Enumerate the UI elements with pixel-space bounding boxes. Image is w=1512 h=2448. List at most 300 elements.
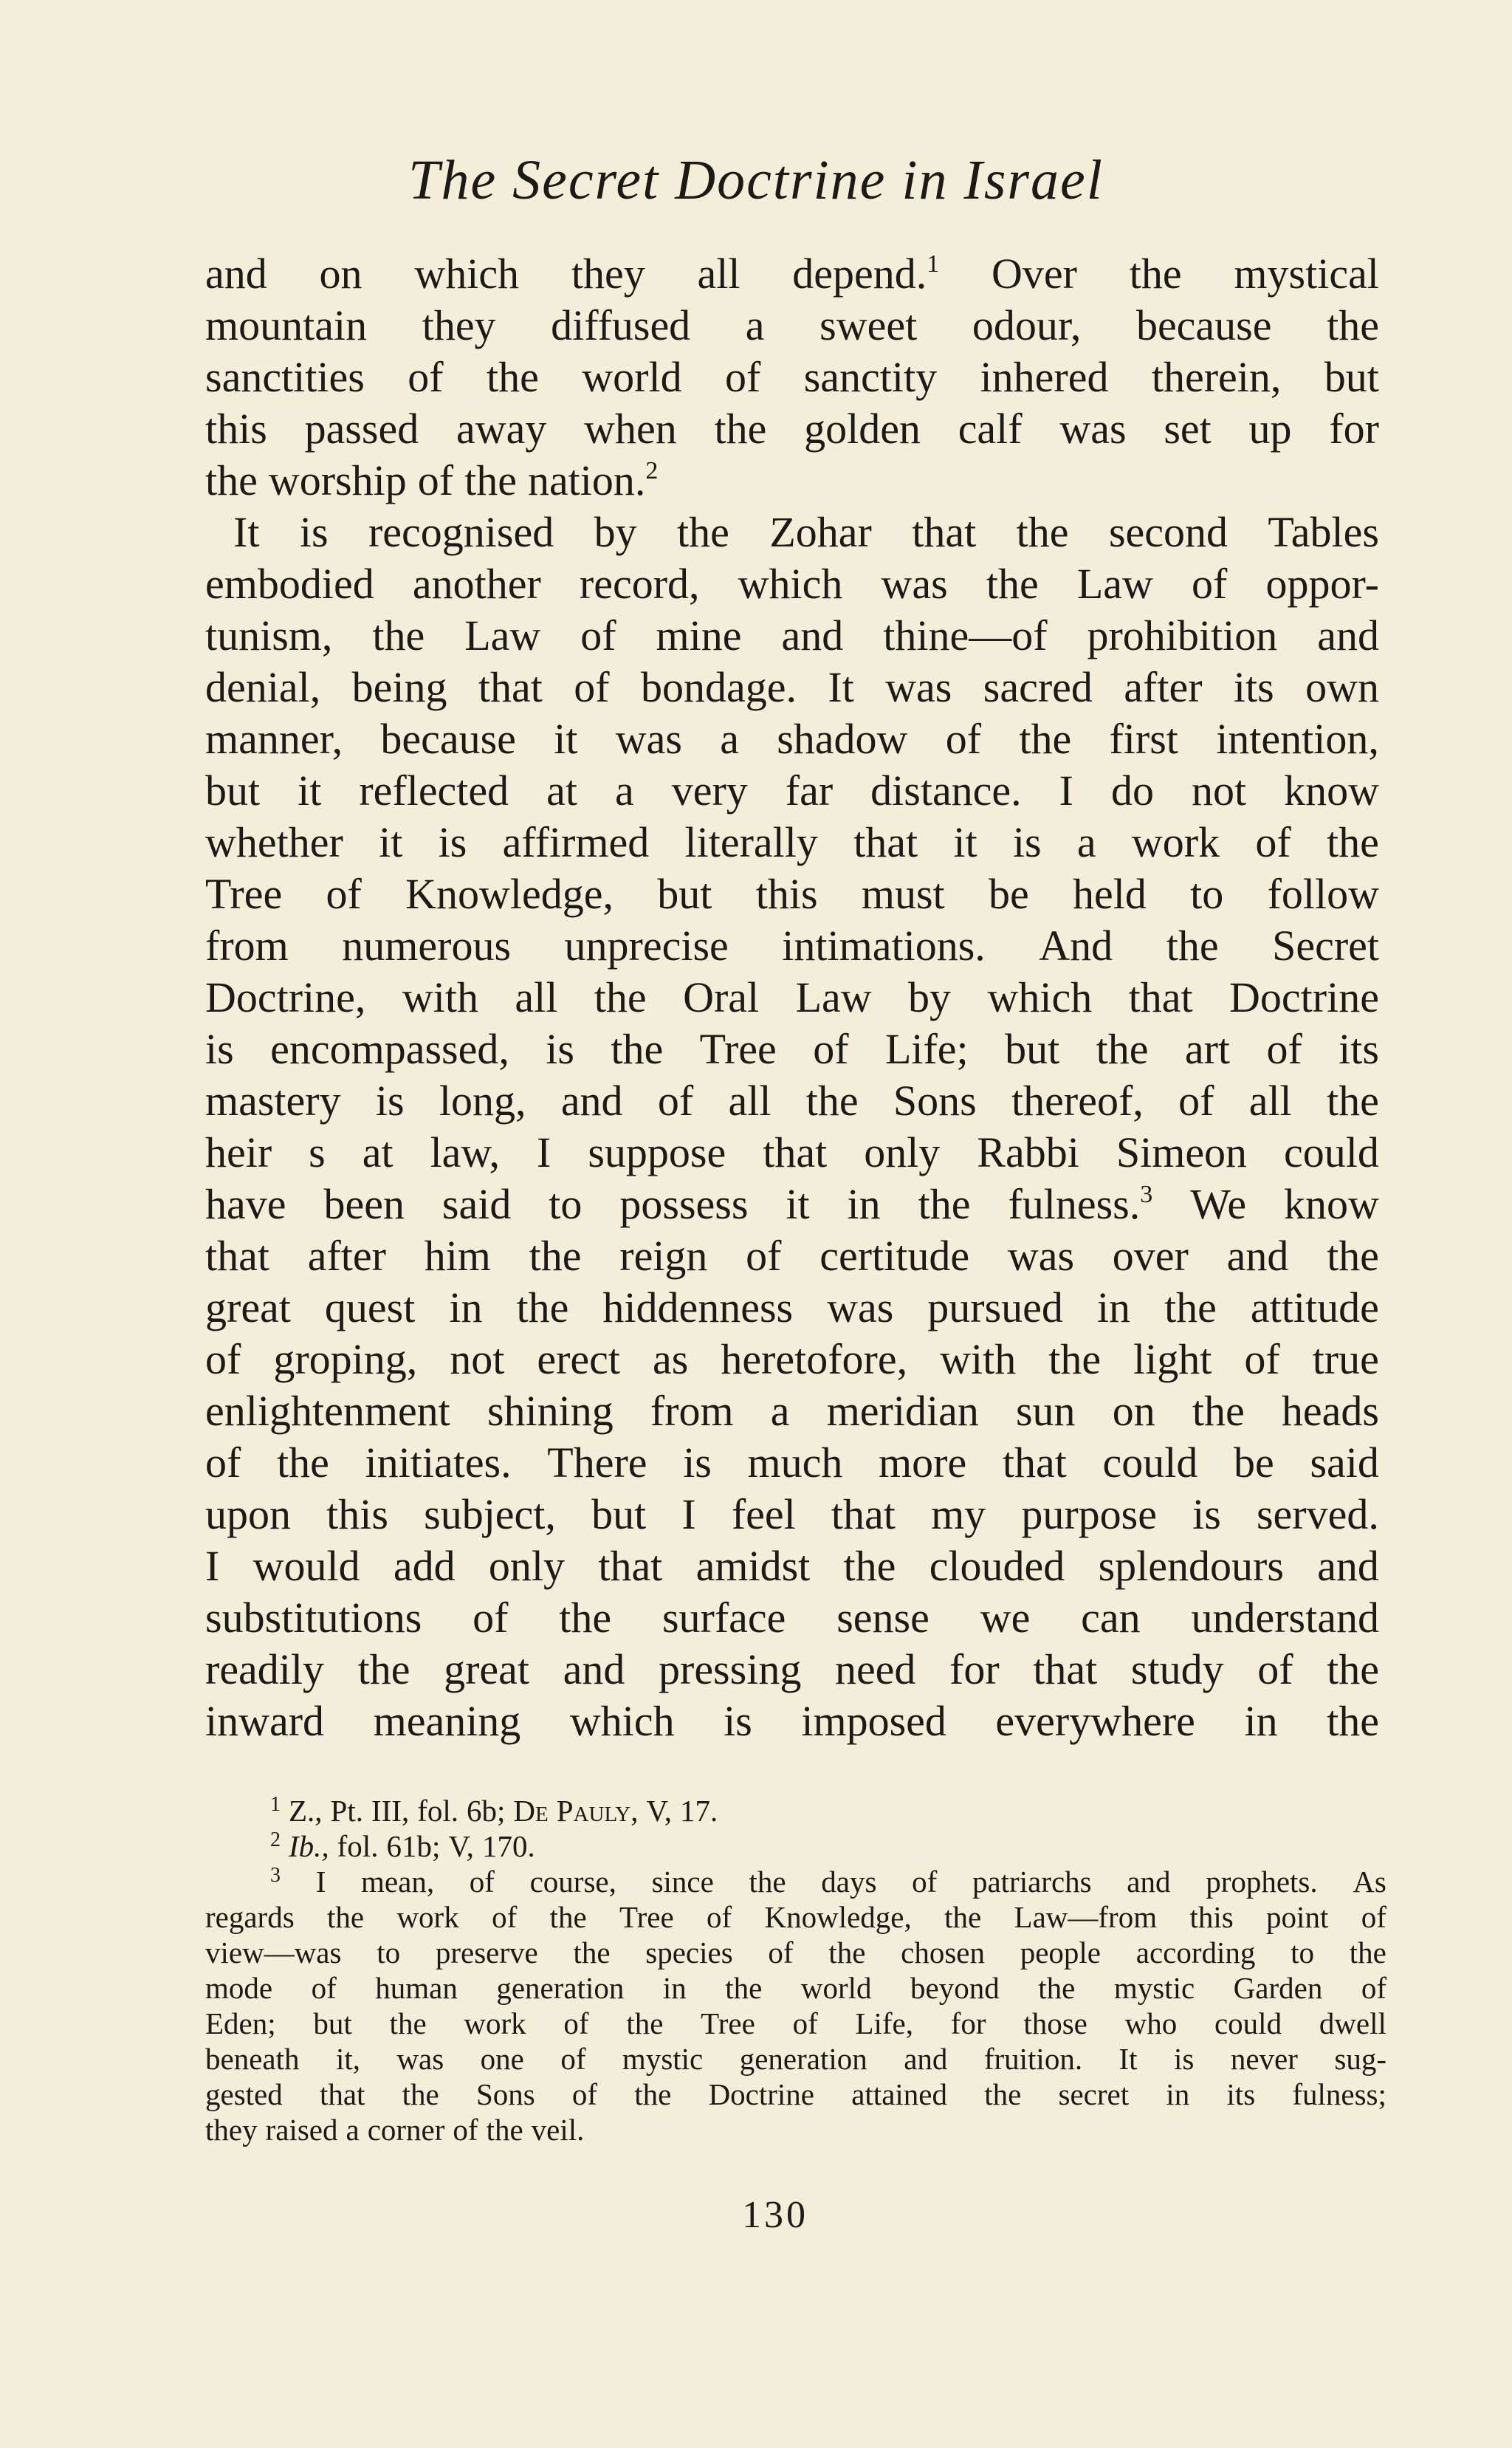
word: another <box>412 560 541 608</box>
word: Ib., <box>289 1829 329 1863</box>
word: the <box>626 2006 664 2040</box>
word: enlightenment <box>205 1387 450 1435</box>
word: in <box>1244 1697 1278 1745</box>
word: De <box>513 1794 549 1828</box>
text-line <box>205 1179 1379 1230</box>
word: not <box>1191 767 1247 815</box>
text-line <box>205 610 1379 662</box>
word: secret <box>1058 2077 1130 2111</box>
word: world <box>582 353 682 401</box>
word: veil. <box>531 2113 585 2147</box>
word: thine—of <box>883 611 1048 659</box>
word: own <box>1305 663 1379 711</box>
word: is <box>1174 2042 1195 2076</box>
text-line <box>205 403 1379 455</box>
word: that <box>319 2077 365 2111</box>
word: the <box>725 1971 763 2005</box>
word: possess <box>619 1180 749 1228</box>
word: which <box>569 1697 675 1745</box>
word: my <box>931 1490 986 1538</box>
word: Z., <box>289 1794 323 1828</box>
text-line <box>205 1592 1379 1644</box>
word: of <box>580 611 616 659</box>
word: mean, <box>361 1865 435 1899</box>
word: of <box>574 663 610 711</box>
word: is <box>724 1697 752 1745</box>
word: oppor- <box>1265 560 1379 608</box>
word: heir <box>205 1128 272 1176</box>
word: Garden <box>1233 1971 1323 2005</box>
word: of <box>1178 1077 1214 1125</box>
footnote-line <box>205 1864 1386 1899</box>
word: heads <box>1281 1387 1379 1435</box>
word: fulness; <box>1292 2077 1386 2111</box>
word: the <box>1349 1936 1386 1969</box>
word: was <box>885 663 952 711</box>
word: which <box>414 250 520 298</box>
word: fulness.$^3$ <box>1008 1180 1153 1228</box>
word: the <box>677 508 729 556</box>
word: work <box>1131 818 1220 866</box>
word: of <box>311 1971 337 2005</box>
word: because <box>1135 301 1272 349</box>
word: 1 <box>270 1793 281 1816</box>
word: said <box>1310 1439 1379 1487</box>
word: this <box>1189 1900 1234 1934</box>
word: and <box>205 250 267 298</box>
word: the <box>486 2113 523 2147</box>
word: the <box>1019 715 1072 763</box>
word: thereof, <box>1011 1077 1144 1125</box>
word: a <box>770 1387 790 1435</box>
word: to <box>549 1180 583 1228</box>
word: Knowledge, <box>764 1900 912 1934</box>
word: of <box>453 2113 478 2147</box>
word: of <box>469 1865 495 1899</box>
word: upon <box>205 1490 291 1538</box>
word: more <box>879 1439 967 1487</box>
word: that <box>912 508 977 556</box>
word: pursued <box>927 1283 1063 1331</box>
word: it <box>379 818 403 866</box>
word: the <box>1327 301 1379 349</box>
word: this <box>755 870 818 918</box>
word: and <box>1226 1232 1289 1280</box>
word: therein, <box>1151 353 1282 401</box>
word: served. <box>1256 1490 1379 1538</box>
word: reign <box>619 1232 708 1280</box>
word: dwell <box>1319 2006 1386 2040</box>
word: initiates. <box>365 1439 512 1487</box>
word: Rabbi <box>977 1128 1079 1176</box>
word: certitude <box>819 1232 970 1280</box>
word: to <box>1190 870 1224 918</box>
word: they <box>422 301 496 349</box>
word: was <box>1059 405 1127 453</box>
word: sug- <box>1334 2042 1386 2076</box>
word: light <box>1133 1335 1212 1383</box>
word: set <box>1164 405 1212 453</box>
word: know <box>1284 1180 1379 1228</box>
footnote-line <box>205 1828 1386 1864</box>
word: on <box>1112 1387 1155 1435</box>
word: V, <box>646 1794 673 1828</box>
word: mystic <box>1113 1971 1195 2005</box>
word: fruition. <box>983 2042 1083 2076</box>
word: be <box>988 870 1029 918</box>
word: sacred <box>983 663 1093 711</box>
word: in <box>449 1283 483 1331</box>
word: Tree <box>701 2006 755 2040</box>
word: the <box>327 1900 365 1934</box>
word: the <box>276 1439 329 1487</box>
word: would <box>252 1542 360 1590</box>
word: Tree <box>699 1025 777 1073</box>
word: that <box>598 1542 663 1590</box>
word: Zohar <box>769 508 872 556</box>
word: to <box>1291 1936 1315 1969</box>
word: that <box>1033 1645 1098 1693</box>
footnote-line <box>205 1793 1386 1828</box>
word: is <box>205 1025 234 1073</box>
word: which <box>987 973 1093 1021</box>
word: point <box>1266 1900 1329 1934</box>
text-line <box>205 868 1379 920</box>
word: clouded <box>929 1542 1065 1590</box>
word: work <box>464 2006 526 2040</box>
word: the <box>828 1936 866 1969</box>
word: held <box>1072 870 1147 918</box>
word: that <box>205 1232 269 1280</box>
word: being <box>351 663 447 711</box>
word: can <box>1081 1594 1141 1642</box>
word: of <box>492 1900 518 1934</box>
word: of <box>945 715 982 763</box>
word: for <box>1329 405 1379 453</box>
word: from <box>650 1387 734 1435</box>
word: work <box>396 1900 459 1934</box>
word: fol. <box>417 1794 459 1828</box>
word: Simeon <box>1116 1128 1248 1176</box>
word: intention, <box>1216 715 1379 763</box>
text-line <box>205 1127 1379 1179</box>
word: but <box>657 870 712 918</box>
word: by <box>908 973 952 1021</box>
word: that <box>831 1490 896 1538</box>
word: 17. <box>680 1794 718 1828</box>
word: 6b; <box>467 1794 506 1828</box>
word: of <box>1244 1335 1280 1383</box>
word: Over <box>992 250 1077 298</box>
word: know <box>1284 767 1379 815</box>
word: quest <box>324 1283 416 1331</box>
text-line <box>205 248 1379 300</box>
text-line <box>205 558 1379 610</box>
word: Eden; <box>205 2006 276 2040</box>
word: of <box>746 1232 782 1280</box>
word: calf <box>958 405 1023 453</box>
word: of <box>408 353 444 401</box>
word: 170. <box>481 1829 535 1863</box>
word: beyond <box>910 1971 1000 2005</box>
word: meridian <box>826 1387 979 1435</box>
word: unprecise <box>564 922 729 970</box>
word: great <box>444 1645 530 1693</box>
word: of <box>792 2006 818 2040</box>
footnote-line <box>205 2006 1386 2041</box>
word: as <box>653 1335 689 1383</box>
word: long, <box>439 1077 526 1125</box>
word: all <box>728 1077 772 1125</box>
text-line <box>205 1230 1379 1282</box>
word: after <box>1124 663 1203 711</box>
word: Law <box>1076 560 1153 608</box>
word: record, <box>579 560 700 608</box>
word: everywhere <box>995 1697 1195 1745</box>
word: according <box>1135 1936 1256 1969</box>
word: nation.$^2$ <box>527 456 659 504</box>
word: the <box>1096 1025 1149 1073</box>
word: shadow <box>777 715 908 763</box>
word: since <box>651 1865 714 1899</box>
word: and <box>904 2042 948 2076</box>
word: V, <box>448 1829 474 1863</box>
word: Law—from <box>1014 1900 1158 1934</box>
word: of <box>472 1594 509 1642</box>
word: of <box>657 1077 694 1125</box>
word: the <box>918 1180 971 1228</box>
word: bondage. <box>640 663 797 711</box>
word: shining <box>487 1387 614 1435</box>
word: is <box>299 508 329 556</box>
word: him <box>424 1232 491 1280</box>
word: first <box>1109 715 1178 763</box>
word: and <box>563 1645 625 1693</box>
word: the <box>1326 1077 1379 1125</box>
text-line <box>205 1334 1379 1385</box>
text-line <box>205 765 1379 817</box>
word: of <box>1361 1900 1386 1934</box>
word: the <box>516 1283 569 1331</box>
word: to <box>377 1936 401 1969</box>
footnotes <box>205 1793 1386 2147</box>
word: the <box>464 456 517 504</box>
word: Secret <box>1272 922 1379 970</box>
word: is <box>438 818 467 866</box>
word: much <box>747 1439 843 1487</box>
word: of <box>1255 818 1291 866</box>
word: readily <box>205 1645 325 1693</box>
word: the <box>1327 1645 1379 1693</box>
word: Tree <box>619 1900 674 1934</box>
word: the <box>714 405 767 453</box>
word: of <box>560 2042 586 2076</box>
word: Doctrine, <box>205 973 366 1021</box>
word: must <box>861 870 945 918</box>
word: the <box>486 353 539 401</box>
word: mine <box>656 611 742 659</box>
word: depend.$^1$ <box>792 250 940 298</box>
word: sanctities <box>205 353 365 401</box>
word: that <box>1128 973 1193 1021</box>
body-text <box>205 248 1379 1747</box>
text-line <box>205 1489 1379 1540</box>
word: those <box>1023 2006 1087 2040</box>
word: is <box>375 1077 405 1125</box>
word: it <box>298 767 322 815</box>
word: We <box>1190 1180 1247 1228</box>
word: the <box>749 1865 786 1899</box>
word: inward <box>205 1697 325 1745</box>
word: was <box>396 2042 444 2076</box>
word: the <box>372 611 425 659</box>
word: the <box>529 1232 582 1280</box>
text-line <box>205 352 1379 403</box>
word: and <box>1317 611 1379 659</box>
word: species <box>645 1936 733 1969</box>
word: Pauly, <box>556 1794 639 1828</box>
word: Doctrine <box>708 2077 815 2111</box>
word: odour, <box>972 301 1082 349</box>
word: the <box>205 456 258 504</box>
word: the <box>986 560 1039 608</box>
word: corner <box>367 2113 445 2147</box>
word: the <box>1016 508 1069 556</box>
word: prohibition <box>1087 611 1278 659</box>
word: that <box>478 663 543 711</box>
word: I <box>681 1490 696 1538</box>
word: of <box>1361 1971 1386 2005</box>
footnote-line <box>205 1970 1386 2006</box>
word: mystic <box>622 2042 704 2076</box>
word: I <box>537 1128 551 1176</box>
word: tunism, <box>205 611 333 659</box>
word: of <box>813 1025 849 1073</box>
word: sun <box>1015 1387 1076 1435</box>
word: but <box>591 1490 647 1538</box>
word: and <box>560 1077 623 1125</box>
word: inhered <box>980 353 1109 401</box>
word: the <box>1327 1232 1379 1280</box>
word: they <box>571 250 645 298</box>
word: when <box>584 405 677 453</box>
word: 3 <box>270 1864 281 1887</box>
word: pressing <box>659 1645 802 1693</box>
word: feel <box>731 1490 796 1538</box>
text-line <box>205 455 1379 507</box>
word: because <box>380 715 516 763</box>
word: is <box>683 1439 712 1487</box>
word: view—was <box>205 1936 342 1969</box>
word: in <box>662 1971 687 2005</box>
word: from <box>205 922 289 970</box>
word: who <box>1124 2006 1178 2040</box>
word: in <box>847 1180 881 1228</box>
word: amidst <box>695 1542 811 1590</box>
word: suppose <box>588 1128 726 1176</box>
text-line <box>205 507 1379 558</box>
word: I <box>315 1865 326 1899</box>
word: erect <box>537 1335 621 1383</box>
word: we <box>980 1594 1031 1642</box>
word: by <box>594 508 637 556</box>
word: could <box>1214 2006 1282 2040</box>
word: generation <box>496 1971 625 2005</box>
word: the <box>984 2077 1022 2111</box>
word: understand <box>1191 1594 1379 1642</box>
word: mode <box>205 1971 273 2005</box>
text-line <box>205 713 1379 765</box>
text-line <box>205 1696 1379 1747</box>
word: Law <box>795 973 872 1021</box>
word: splendours <box>1098 1542 1284 1590</box>
word: I <box>205 1542 220 1590</box>
word: one <box>480 2042 524 2076</box>
word: was <box>881 560 948 608</box>
word: sense <box>836 1594 929 1642</box>
word: and <box>1127 1865 1171 1899</box>
text-line <box>205 1644 1379 1696</box>
word: the <box>634 2077 672 2111</box>
word: Life, <box>855 2006 914 2040</box>
word: It <box>828 663 854 711</box>
word: and <box>781 611 844 659</box>
word: Tables <box>1268 508 1379 556</box>
word: study <box>1130 1645 1224 1693</box>
text-line <box>205 1282 1379 1334</box>
word: Doctrine <box>1229 973 1379 1021</box>
word: of <box>707 1900 732 1934</box>
word: was <box>615 715 682 763</box>
word: it <box>786 1180 810 1228</box>
word: purpose <box>1021 1490 1157 1538</box>
word: at <box>362 1128 394 1176</box>
paragraph <box>205 248 1379 507</box>
word: the <box>843 1542 896 1590</box>
word: mountain <box>205 301 368 349</box>
word: and <box>1317 1542 1379 1590</box>
word: follow <box>1267 870 1379 918</box>
word: whether <box>205 818 343 866</box>
word: only <box>864 1128 941 1176</box>
text-line <box>205 662 1379 713</box>
word: that <box>853 818 918 866</box>
word: of <box>724 353 761 401</box>
word: up <box>1248 405 1292 453</box>
word: on <box>319 250 362 298</box>
footnote-line <box>205 2041 1386 2077</box>
word: but <box>313 2006 352 2040</box>
word: it <box>953 818 977 866</box>
word: encompassed, <box>270 1025 509 1073</box>
word: this <box>326 1490 388 1538</box>
word: generation <box>739 2042 867 2076</box>
word: numerous <box>342 922 512 970</box>
word: Oral <box>683 973 760 1021</box>
text-line <box>205 1437 1379 1489</box>
word: at <box>546 767 578 815</box>
word: human <box>375 1971 458 2005</box>
word: the <box>594 973 647 1021</box>
word: of <box>1192 560 1228 608</box>
word: the <box>1038 1971 1076 2005</box>
word: chosen <box>901 1936 985 1969</box>
word: of <box>563 2006 589 2040</box>
word: 61b; <box>386 1829 441 1863</box>
word: do <box>1110 767 1154 815</box>
word: Tree <box>205 870 283 918</box>
text-line <box>205 817 1379 868</box>
